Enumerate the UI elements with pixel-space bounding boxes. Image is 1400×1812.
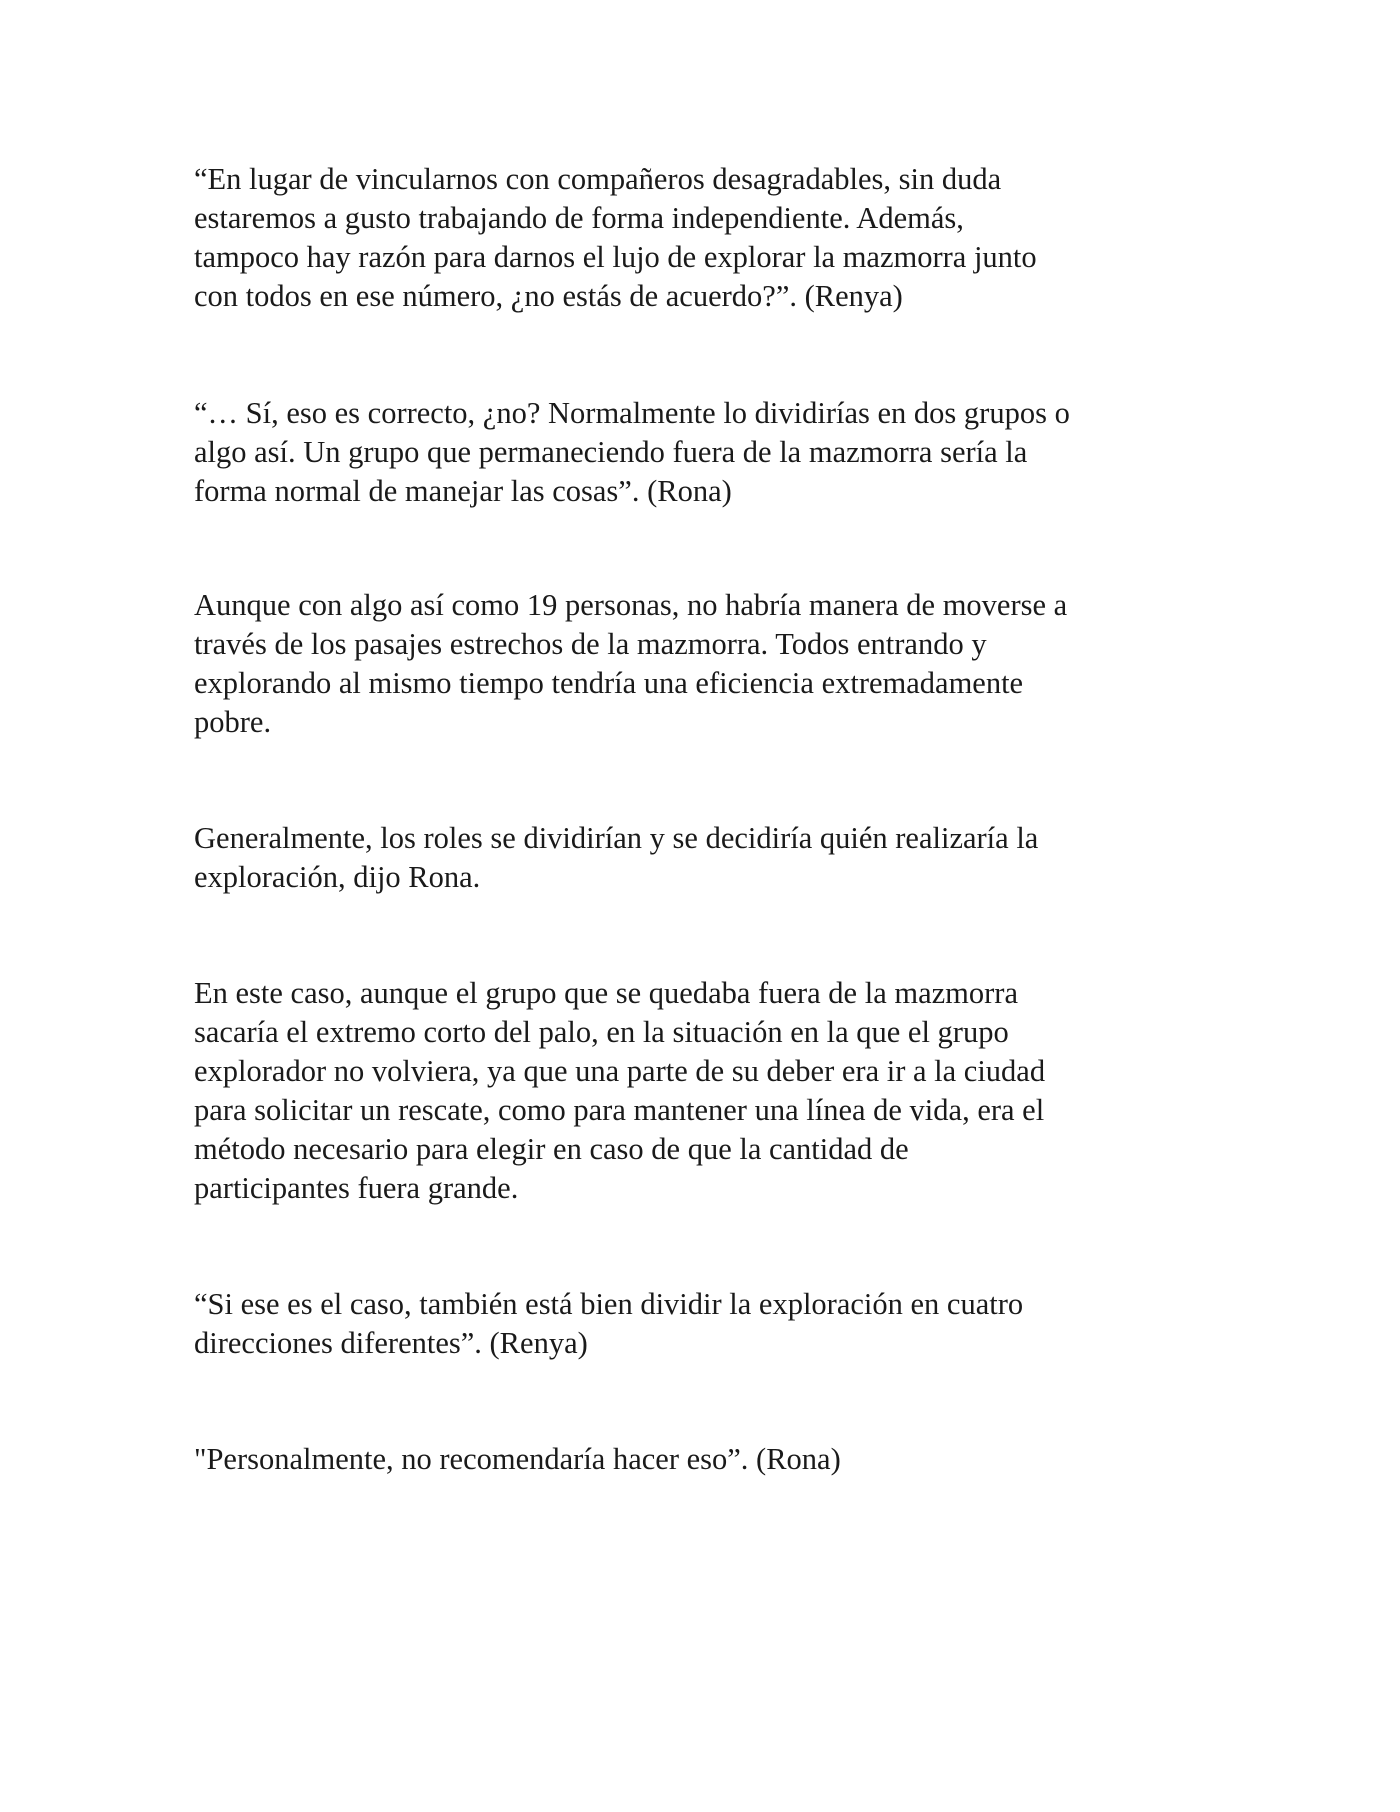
text-line: explorando al mismo tiempo tendría una eficiencia extremadamente [194, 666, 1024, 700]
text-line: método necesario para elegir en caso de que la cantidad de [194, 1132, 909, 1166]
text-line: con todos en ese número, ¿no estás de acuerdo?”. (Renya) [194, 279, 903, 313]
paragraph-outside-group [194, 974, 1224, 1208]
text-line: exploración, dijo Rona. [194, 860, 481, 894]
text-line: "Personalmente, no recomendaría hacer eso”. (Rona) [194, 1442, 841, 1476]
text-line: direcciones diferentes”. (Renya) [194, 1326, 588, 1360]
text-line: estaremos a gusto trabajando de forma independiente. Además, [194, 201, 964, 235]
text-line: pobre. [194, 705, 272, 739]
text-line: participantes fuera grande. [194, 1171, 519, 1205]
text-line: “En lugar de vincularnos con compañeros desagradables, sin duda [194, 162, 1002, 196]
text-line: forma normal de manejar las cosas”. (Rona) [194, 474, 732, 508]
paragraph-roles-divided [194, 819, 1224, 897]
text-line: para solicitar un rescate, como para mantener una línea de vida, era el [194, 1093, 1045, 1127]
text-line: sacaría el extremo corto del palo, en la situación en la que el grupo [194, 1015, 1009, 1049]
text-line: tampoco hay razón para darnos el lujo de explorar la mazmorra junto [194, 240, 1037, 274]
text-line: Generalmente, los roles se dividirían y se decidiría quién realizaría la [194, 821, 1039, 855]
paragraph-renya-four-directions [194, 1285, 1224, 1363]
text-line: “Si ese es el caso, también está bien dividir la exploración en cuatro [194, 1287, 1024, 1321]
text-line: explorador no volviera, ya que una parte de su deber era ir a la ciudad [194, 1054, 1046, 1088]
text-line: Aunque con algo así como 19 personas, no habría manera de moverse a [194, 588, 1068, 622]
text-line: algo así. Un grupo que permaneciendo fuera de la mazmorra sería la [194, 435, 1028, 469]
text-column [194, 160, 1224, 1479]
text-line: “… Sí, eso es correcto, ¿no? Normalmente lo dividirías en dos grupos o [194, 396, 1070, 430]
text-line: En este caso, aunque el grupo que se quedaba fuera de la mazmorra [194, 976, 1018, 1010]
paragraph-rona-two-groups [194, 394, 1224, 511]
text-line: través de los pasajes estrechos de la mazmorra. Todos entrando y [194, 627, 987, 661]
paragraph-rona-not-recommended [194, 1440, 1224, 1479]
paragraph-nineteen-people [194, 586, 1224, 742]
paragraph-renya-companions [194, 160, 1224, 316]
